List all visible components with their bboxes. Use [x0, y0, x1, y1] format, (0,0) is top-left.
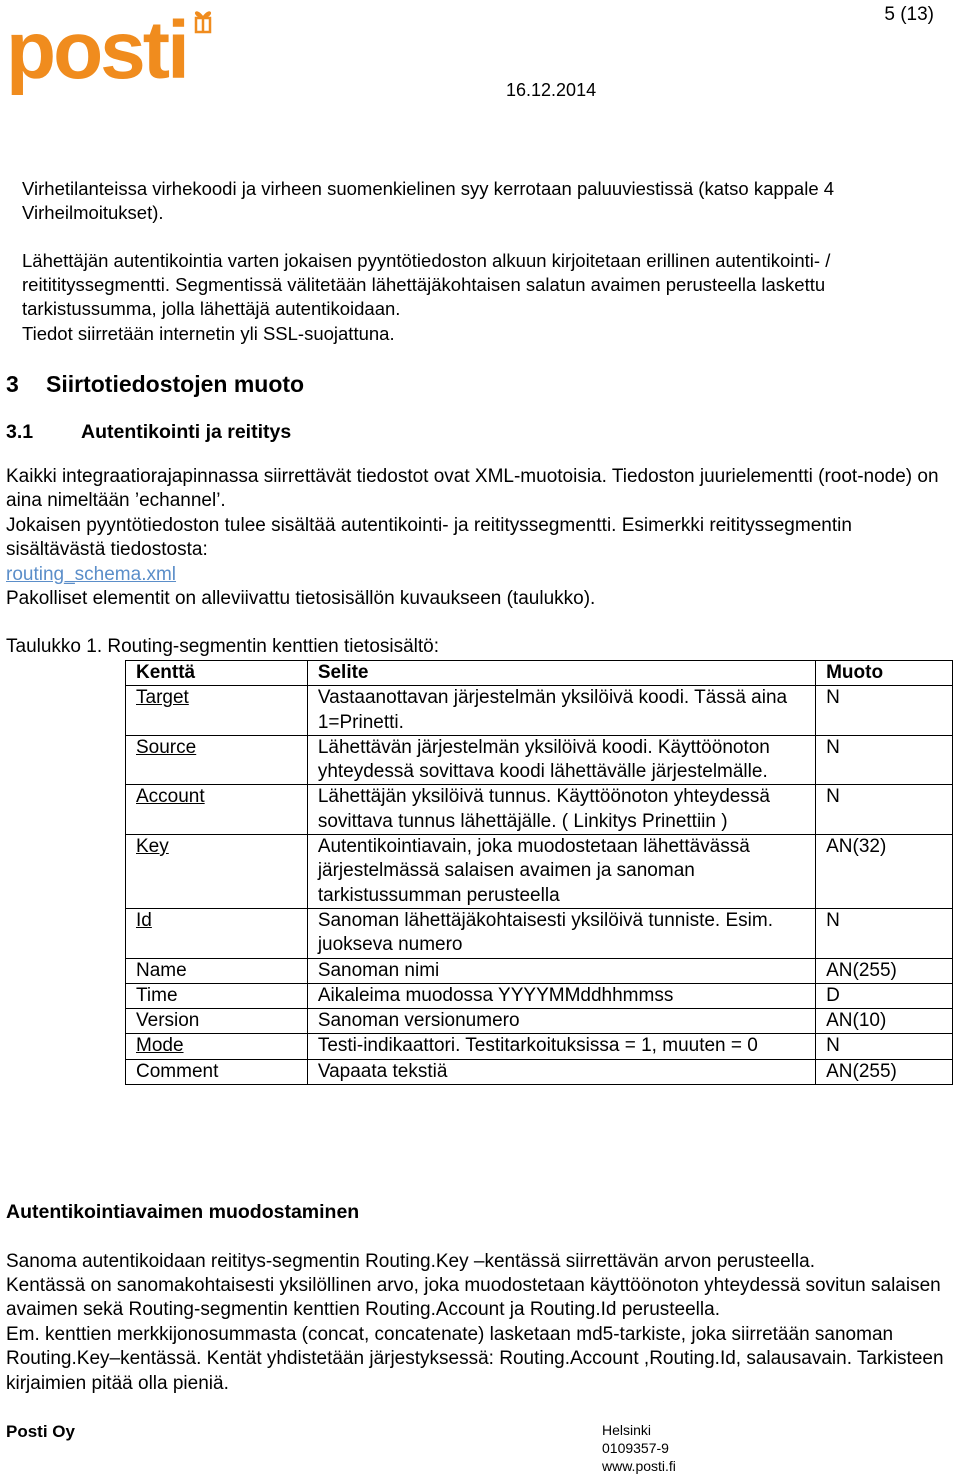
- field-description: Sanoman lähettäjäkohtaisesti yksilöivä tunniste. Esim. juokseva numero: [307, 908, 815, 958]
- table-header-row: [126, 661, 953, 686]
- page-number: 5 (13): [884, 4, 934, 25]
- auth-key-paragraph-3: Em. kenttien merkkijonosummasta (concat, concatenate) lasketaan md5-tarkiste, joka siirretään sanoman Routing.Key–kentässä. Kentät yhdistetään järjestyksessä: Routing.Account ,Routing.Id, salausavain. Tarkisteen kirjaimien pitää olla pieniä.: [6, 1324, 944, 1394]
- routing-fields-table: [125, 660, 953, 1085]
- auth-key-paragraph-1: Sanoma autentikoidaan reititys-segmentin Routing.Key –kentässä siirrettävän arvon perusteella.: [6, 1251, 816, 1272]
- field-name: Target: [126, 686, 308, 736]
- auth-key-heading: Autentikointiavaimen muodostaminen: [6, 1201, 360, 1223]
- table-row: [126, 1009, 953, 1034]
- table-row: [126, 686, 953, 736]
- field-name: Name: [126, 958, 308, 983]
- field-description: Lähettävän järjestelmän yksilöivä koodi. Käyttöönoton yhteydessä sovittava koodi lähettävälle järjestelmälle.: [307, 735, 815, 785]
- field-description: Aikaleima muodossa YYYYMMddhhmmss: [307, 983, 815, 1008]
- footer-website: www.posti.fi: [602, 1458, 676, 1474]
- section-3-heading: [6, 371, 304, 398]
- field-name: Time: [126, 983, 308, 1008]
- field-name: Mode: [126, 1034, 308, 1059]
- field-description: Sanoman versionumero: [307, 1009, 815, 1034]
- field-name: Version: [126, 1009, 308, 1034]
- table-row: [126, 908, 953, 958]
- section-3-1-paragraph-1: Kaikki integraatiorajapinnassa siirrettävät tiedostot ovat XML-muotoisia. Tiedoston juurielementti (root-node) on aina nimeltään ’echannel’.: [6, 466, 939, 512]
- field-description: Vastaanottavan järjestelmän yksilöivä koodi. Tässä aina 1=Prinetti.: [307, 686, 815, 736]
- field-format: N: [816, 735, 953, 785]
- gift-icon: [196, 13, 210, 32]
- field-format: AN(10): [816, 1009, 953, 1034]
- field-format: N: [816, 1034, 953, 1059]
- table-row: [126, 1059, 953, 1084]
- routing-schema-link[interactable]: routing_schema.xml: [6, 564, 177, 585]
- table-row: [126, 1034, 953, 1059]
- field-format: D: [816, 983, 953, 1008]
- table-row: [126, 983, 953, 1008]
- section-3-1-number: 3.1: [6, 421, 34, 443]
- footer-business-id: 0109357-9: [602, 1440, 669, 1456]
- field-format: AN(255): [816, 1059, 953, 1084]
- posti-logo-text: posti: [6, 6, 187, 96]
- section-3-1-heading: [6, 421, 291, 444]
- section-3-1-paragraph-2: Jokaisen pyyntötiedoston tulee sisältää autentikointi- ja reitityssegmentti. Esimerkki reitityssegmentin sisältävästä tiedostosta:: [6, 515, 852, 561]
- intro-paragraph-1: Virhetilanteissa virhekoodi ja virheen suomenkielinen syy kerrotaan paluuviestissä (katso kappale 4 Virheilmoitukset).: [22, 178, 835, 223]
- section-3-number: 3: [6, 371, 19, 397]
- footer-contact: [602, 1421, 676, 1475]
- field-name: Source: [126, 735, 308, 785]
- footer-city: Helsinki: [602, 1422, 652, 1438]
- auth-key-paragraph-2: Kentässä on sanomakohtaisesti yksilöllinen arvo, joka muodostetaan käyttöönoton yhteydessä sovitun salaisen avaimen sekä Routing-segmentin kenttien Routing.Account ja Routing.Id perusteella.: [6, 1275, 941, 1321]
- field-name: Key: [126, 835, 308, 909]
- section-3-1-title: Autentikointi ja reititys: [81, 421, 292, 443]
- field-description: Vapaata tekstiä: [307, 1059, 815, 1084]
- field-name: Id: [126, 908, 308, 958]
- table-caption: Taulukko 1. Routing-segmentin kenttien tietosisältö:: [6, 636, 440, 657]
- field-format: N: [816, 785, 953, 835]
- field-format: N: [816, 908, 953, 958]
- field-format: AN(255): [816, 958, 953, 983]
- field-name: Account: [126, 785, 308, 835]
- schema-link-line: [6, 563, 956, 587]
- table-row: [126, 958, 953, 983]
- field-format: N: [816, 686, 953, 736]
- field-description: Lähettäjän yksilöivä tunnus. Käyttöönoton yhteydessä sovittava tunnus lähettäjälle. ( Linkitys Prinettiin ): [307, 785, 815, 835]
- table-row: [126, 735, 953, 785]
- intro-paragraph-3: Tiedot siirretään internetin yli SSL-suojattuna.: [22, 323, 395, 344]
- table-row: [126, 835, 953, 909]
- field-description: Autentikointiavain, joka muodostetaan lähettävässä järjestelmässä salaisen avaimen ja sanoman tarkistussumman perusteella: [307, 835, 815, 909]
- table-row: [126, 785, 953, 835]
- field-description: Sanoman nimi: [307, 958, 815, 983]
- field-name: Comment: [126, 1059, 308, 1084]
- intro-paragraph-2: Lähettäjän autentikointia varten jokaisen pyyntötiedoston alkuun kirjoitetaan erillinen autentikointi- / reititityssegmentti. Segmentissä välitetään lähettäjäkohtaisen salatun avaimen perusteella laskettu tarkistussumma, jolla lähettäjä autentikoidaan.: [22, 250, 831, 319]
- column-header-format: Muoto: [816, 661, 953, 686]
- field-description: Testi-indikaattori. Testitarkoituksissa = 1, muuten = 0: [307, 1034, 815, 1059]
- section-3-title: Siirtotiedostojen muoto: [46, 371, 305, 397]
- column-header-field: Kenttä: [126, 661, 308, 686]
- column-header-description: Selite: [307, 661, 815, 686]
- field-format: AN(32): [816, 835, 953, 909]
- document-date: 16.12.2014: [506, 80, 597, 100]
- footer-company: Posti Oy: [6, 1422, 75, 1441]
- posti-logo: [6, 6, 218, 106]
- section-3-1-paragraph-3: Pakolliset elementit on alleviivattu tietosisällön kuvaukseen (taulukko).: [6, 588, 596, 609]
